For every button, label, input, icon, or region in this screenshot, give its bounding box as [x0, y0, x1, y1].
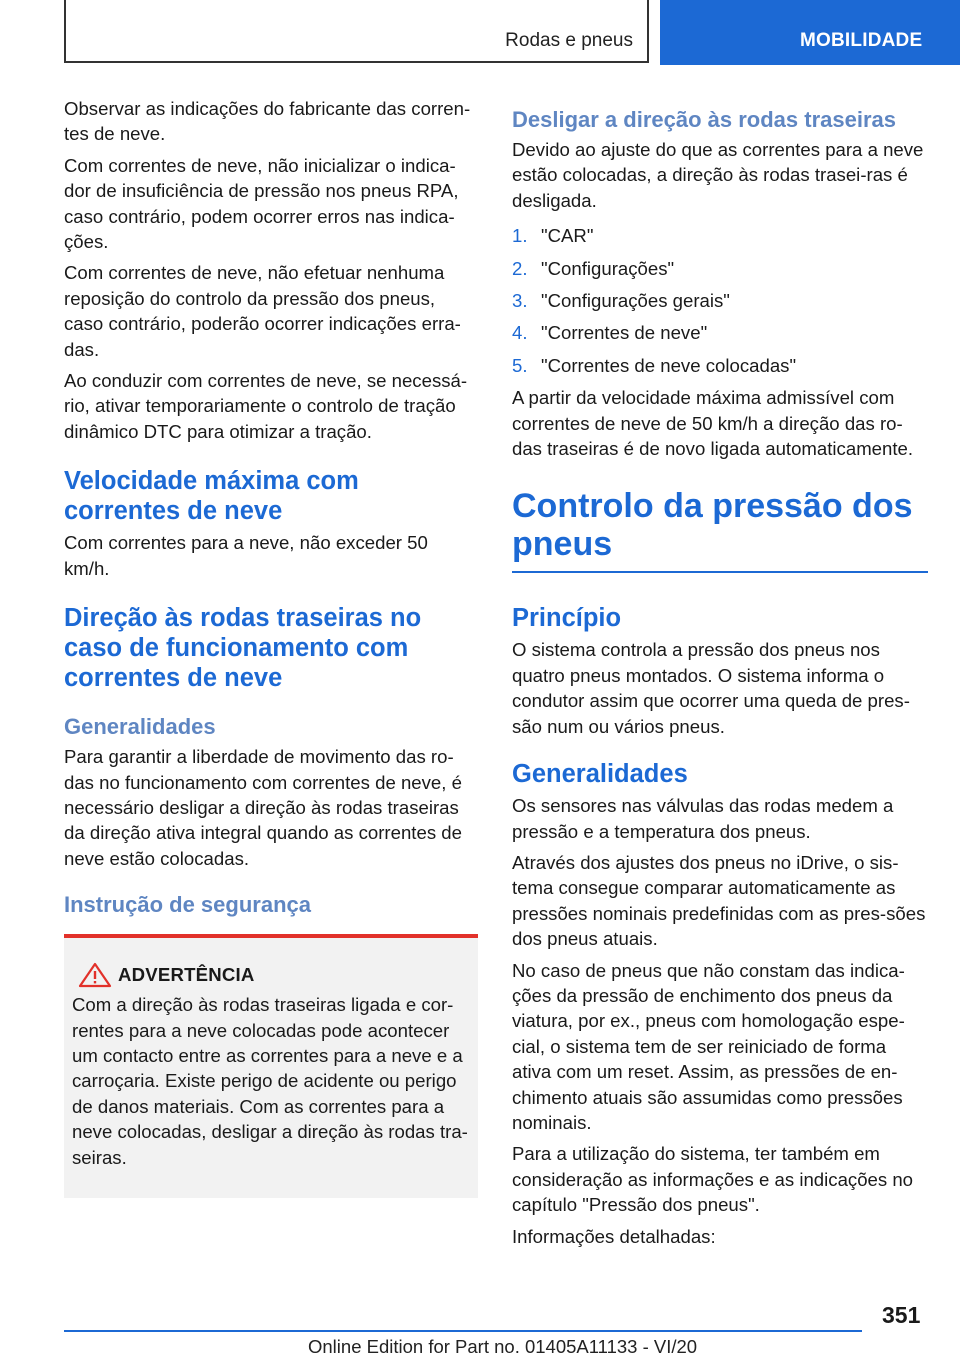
list-item — [512, 353, 928, 378]
step-text: "Correntes de neve colocadas" — [541, 354, 797, 376]
subheading-principle: Princípio — [512, 604, 622, 633]
step-text: "Correntes de neve" — [541, 322, 708, 344]
right-column — [512, 96, 928, 1255]
header-frame — [64, 0, 649, 63]
header-section-title: Rodas e pneus — [505, 30, 633, 51]
paragraph: Os sensores nas válvulas das rodas medem a pressão e a temperatura dos pneus. — [512, 795, 894, 842]
paragraph: No caso de pneus que não constam das indica‐ções da pressão de enchimento dos pneus da viatura, por ex., pneus com homologação espe‐cial, o sistema tem de ser reiniciado de forma ativa com um reset. Assim, as pressões de en‐chimento atuais são assumidas como pressões nominais. — [512, 959, 905, 1133]
section-heading-rear-steering: Direção às rodas traseiras no caso de funcionamento com correntes de neve — [64, 604, 422, 693]
paragraph: Para garantir a liberdade de movimento das ro‐das no funcionamento com correntes de neve, é necessário desligar a direção às rodas traseiras da direção ativa integral quando as correntes de neve estão colocadas. — [64, 746, 462, 869]
paragraph: Observar as indicações do fabricante das corren‐tes de neve. — [64, 98, 471, 145]
paragraph: O sistema controla a pressão dos pneus nos quatro pneus montados. O sistema informa o condutor assim que ocorrer uma queda de pres‐são num ou vários pneus. — [512, 639, 910, 737]
paragraph: Ao conduzir com correntes de neve, se necessá‐rio, ativar temporariamente o controlo de tração dinâmico DTC para otimizar a tração. — [64, 370, 468, 442]
steps-list — [512, 223, 928, 378]
warning-box — [64, 938, 478, 1198]
subheading-general: Generalidades — [512, 760, 688, 789]
chapter-heading-tire-pressure: Controlo da pressão dos pneus — [512, 487, 928, 573]
subheading-safety: Instrução de segurança — [64, 892, 311, 918]
step-number: 4. — [512, 322, 528, 344]
warning-text: Com a direção às rodas traseiras ligada e cor‐rentes para a neve colocadas pode acontecer um contacto entre as correntes para a neve e a carroçaria. Existe perigo de acidente ou perigo de danos materiais. Com as correntes para a neve colocadas, desligar a direção às rodas tra‐seiras. — [72, 994, 468, 1168]
list-item — [512, 223, 928, 248]
step-number: 5. — [512, 354, 528, 376]
paragraph: Com correntes de neve, não efetuar nenhuma reposição do controlo da pressão dos pneus, caso contrário, poderão ocorrer indicações erra‐das. — [64, 262, 461, 360]
warning-triangle-icon — [78, 962, 112, 988]
step-text: "CAR" — [541, 225, 594, 247]
paragraph: A partir da velocidade máxima admissível com correntes de neve de 50 km/h a direção das ro‐das traseiras é de novo ligada automaticamente. — [512, 387, 914, 460]
warning-label: ADVERTÊNCIA — [118, 964, 255, 986]
list-item — [512, 256, 928, 281]
section-heading-speed: Velocidade máxima com correntes de neve — [64, 467, 359, 526]
header-chapter-tab — [660, 0, 960, 65]
paragraph: Com correntes de neve, não inicializar o indica‐dor de insuficiência de pressão nos pneus RPA, caso contrário, podem ocorrer erros nas indica‐ções. — [64, 154, 459, 253]
paragraph: Com correntes para a neve, não exceder 50 km/h. — [64, 532, 428, 579]
paragraph: Para a utilização do sistema, ter também em consideração as informações e as indicações no capítulo "Pressão dos pneus". — [512, 1143, 914, 1216]
footer-edition: Online Edition for Part no. 01405A11133 - VI/20 — [308, 1336, 698, 1357]
step-number: 1. — [512, 225, 528, 247]
header-chapter-title: MOBILIDADE — [800, 30, 923, 51]
list-item — [512, 288, 928, 313]
warning-title — [72, 962, 468, 988]
left-column — [64, 96, 478, 1198]
paragraph: Informações detalhadas: — [512, 1225, 716, 1247]
step-text: "Configurações" — [541, 257, 675, 279]
page-number: 351 — [882, 1302, 921, 1328]
subheading-disable-rear-steering: Desligar a direção às rodas traseiras — [512, 107, 896, 132]
step-text: "Configurações gerais" — [541, 290, 730, 312]
step-number: 2. — [512, 257, 528, 279]
step-number: 3. — [512, 290, 528, 312]
footer-divider — [64, 1330, 862, 1332]
paragraph: Devido ao ajuste do que as correntes para a neve estão colocadas, a direção às rodas trasei‐ras é desligada. — [512, 139, 924, 211]
subheading-general: Generalidades — [64, 714, 216, 740]
list-item — [512, 320, 928, 345]
paragraph: Através dos ajustes dos pneus no iDrive, o sis‐tema consegue comparar automaticamente as pressões nominais predefinidas com as pres‐sões dos pneus atuais. — [512, 851, 926, 950]
